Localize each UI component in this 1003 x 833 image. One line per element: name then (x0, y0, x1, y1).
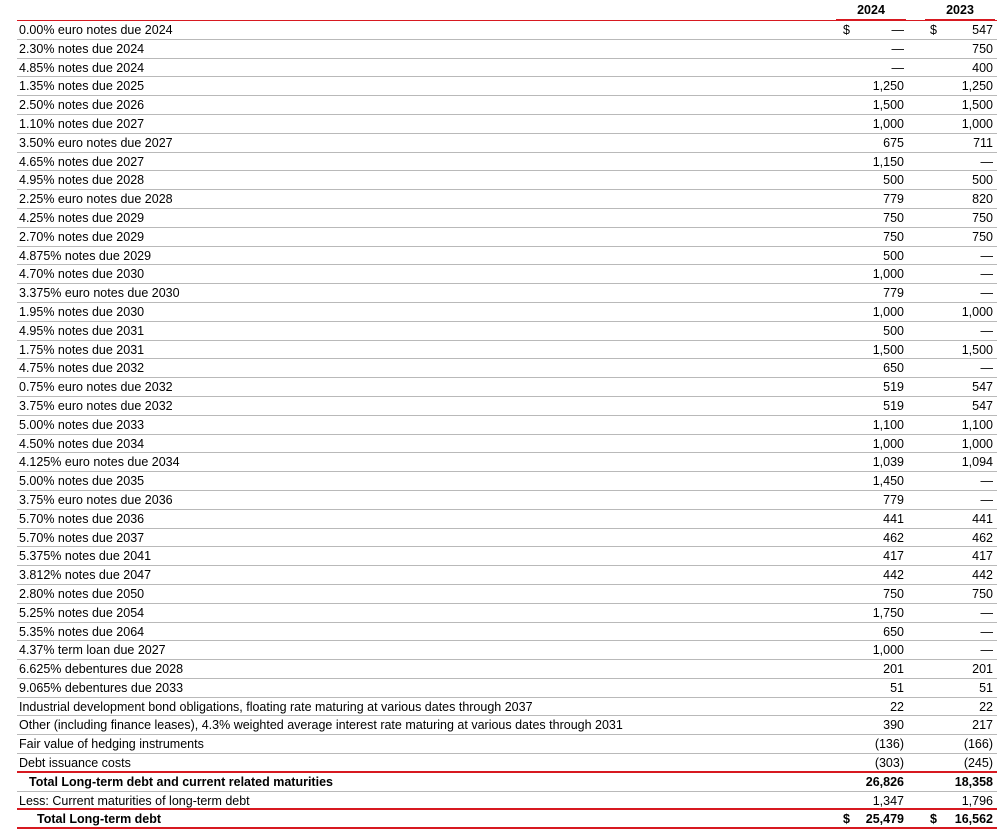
value-2024: 675 (883, 135, 904, 150)
row-label: Industrial development bond obligations, floating rate maturing at various dates through 2037 (19, 699, 533, 714)
currency-symbol-2023: $ (930, 23, 937, 37)
value-2023: 1,796 (961, 793, 993, 808)
value-2024: 1,750 (872, 605, 904, 620)
table-row (17, 773, 997, 792)
value-2023: 750 (972, 210, 993, 225)
value-2024: 519 (883, 398, 904, 413)
value-2023: — (980, 267, 993, 282)
row-label: 6.625% debentures due 2028 (19, 662, 184, 677)
row-label: Less: Current maturities of long-term debt (19, 793, 250, 808)
value-2023: 711 (973, 135, 993, 150)
row-label: 5.00% notes due 2033 (19, 417, 145, 432)
value-2023: — (980, 605, 993, 620)
table-row (17, 453, 997, 472)
row-label: 3.50% euro notes due 2027 (19, 135, 173, 150)
table-row (17, 585, 997, 604)
value-2024: — (891, 41, 904, 56)
row-label: 5.25% notes due 2054 (19, 605, 145, 620)
value-2024: — (891, 60, 904, 75)
value-2024: 779 (883, 492, 904, 507)
value-2024: 201 (883, 662, 904, 677)
value-2024: 500 (883, 323, 904, 338)
table-row (17, 660, 997, 679)
table-row (17, 623, 997, 642)
row-label: 2.80% notes due 2050 (19, 586, 145, 601)
value-2023: 51 (979, 680, 993, 695)
value-2023: 442 (972, 568, 993, 583)
value-2024: 22 (890, 699, 904, 714)
row-label: 4.70% notes due 2030 (19, 267, 145, 282)
value-2024: 417 (883, 549, 904, 564)
table-row (17, 190, 997, 209)
row-label: 5.00% notes due 2035 (19, 474, 145, 489)
table-row (17, 322, 997, 341)
row-label: 4.50% notes due 2034 (19, 436, 145, 451)
value-2024: 26,826 (865, 774, 904, 789)
row-label: 4.875% notes due 2029 (19, 248, 152, 263)
table-row (17, 566, 997, 585)
row-label: Total Long-term debt (37, 812, 162, 827)
value-2024: 650 (883, 624, 904, 639)
value-2023: — (980, 286, 993, 301)
value-2023: 750 (972, 41, 993, 56)
value-2023: — (980, 474, 993, 489)
value-2023: 1,100 (961, 417, 993, 432)
row-label: 5.70% notes due 2036 (19, 511, 145, 526)
table-row (17, 716, 997, 735)
value-2024: 462 (883, 530, 904, 545)
value-2023: — (980, 643, 993, 658)
value-2024: 500 (883, 248, 904, 263)
value-2023: — (980, 492, 993, 507)
table-row (17, 59, 997, 78)
table-header (17, 0, 997, 21)
row-label: 3.75% euro notes due 2032 (19, 398, 173, 413)
row-label: 0.00% euro notes due 2024 (19, 23, 173, 37)
value-2023: — (980, 624, 993, 639)
table-row (17, 510, 997, 529)
table-row (17, 397, 997, 416)
value-2024: 750 (883, 210, 904, 225)
row-label: 2.70% notes due 2029 (19, 229, 145, 244)
row-label: 4.75% notes due 2032 (19, 361, 145, 376)
currency-symbol-2023: $ (930, 812, 937, 827)
table-row (17, 77, 997, 96)
value-2023: — (980, 323, 993, 338)
row-label: 1.75% notes due 2031 (19, 342, 145, 357)
table-row (17, 472, 997, 491)
value-2023: 18,358 (954, 774, 993, 789)
value-2024: 390 (883, 718, 904, 733)
row-label: Fair value of hedging instruments (19, 737, 204, 752)
table-row (17, 303, 997, 322)
value-2023: (166) (963, 737, 993, 752)
value-2023: 1,500 (961, 342, 993, 357)
row-label: 9.065% debentures due 2033 (19, 680, 184, 695)
value-2024: 441 (883, 511, 904, 526)
value-2024: 779 (883, 192, 904, 207)
value-2023: 1,250 (961, 79, 993, 94)
value-2024: 1,000 (872, 436, 904, 451)
row-label: 5.35% notes due 2064 (19, 624, 145, 639)
value-2024: 1,150 (872, 154, 904, 169)
long-term-debt-table (17, 0, 997, 829)
table-row (17, 209, 997, 228)
value-2024: 1,000 (872, 304, 904, 319)
row-label: 1.10% notes due 2027 (19, 116, 145, 131)
row-label: 1.35% notes due 2025 (19, 79, 145, 94)
row-label: 0.75% euro notes due 2032 (19, 380, 173, 395)
value-2024: 1,039 (872, 455, 904, 470)
currency-symbol-2024: $ (843, 23, 850, 37)
table-row (17, 491, 997, 510)
value-2023: 400 (972, 60, 993, 75)
table-row (17, 792, 997, 811)
row-label: 5.375% notes due 2041 (19, 549, 152, 564)
column-header-2023: 2023 (925, 3, 995, 21)
value-2023: 441 (972, 511, 993, 526)
value-2024: 1,250 (872, 79, 904, 94)
table-row (17, 247, 997, 266)
value-2023: — (980, 154, 993, 169)
value-2023: 417 (972, 549, 993, 564)
value-2023: 462 (972, 530, 993, 545)
value-2024: 1,000 (872, 267, 904, 282)
value-2024: 1,100 (872, 417, 904, 432)
value-2024: — (891, 23, 904, 37)
currency-symbol-2024: $ (843, 812, 850, 827)
value-2024: 51 (890, 680, 904, 695)
row-label: 4.95% notes due 2031 (19, 323, 145, 338)
row-label: 4.85% notes due 2024 (19, 60, 145, 75)
row-label: Other (including finance leases), 4.3% weighted average interest rate maturing at various dates through 2031 (19, 718, 623, 733)
table-row (17, 40, 997, 59)
value-2023: 1,094 (961, 455, 993, 470)
table-row (17, 265, 997, 284)
table-row (17, 698, 997, 717)
value-2023: — (980, 361, 993, 376)
row-label: 4.25% notes due 2029 (19, 210, 145, 225)
table-body (17, 21, 997, 829)
table-row (17, 754, 997, 773)
row-label: 4.125% euro notes due 2034 (19, 455, 180, 470)
column-header-2024: 2024 (836, 3, 906, 21)
row-label: 4.37% term loan due 2027 (19, 643, 166, 658)
table-row (17, 134, 997, 153)
value-2023: 1,000 (961, 116, 993, 131)
table-row (17, 284, 997, 303)
row-label: 4.95% notes due 2028 (19, 173, 145, 188)
value-2024: (303) (874, 756, 904, 771)
value-2023: 1,000 (961, 304, 993, 319)
value-2024: 1,000 (872, 643, 904, 658)
value-2023: 201 (972, 662, 993, 677)
table-row (17, 735, 997, 754)
value-2024: 750 (883, 229, 904, 244)
table-row (17, 153, 997, 172)
row-label: 4.65% notes due 2027 (19, 154, 145, 169)
table-row (17, 96, 997, 115)
table-row (17, 171, 997, 190)
row-label: 2.50% notes due 2026 (19, 98, 145, 113)
table-row (17, 228, 997, 247)
value-2023: 547 (972, 23, 993, 37)
row-label: 3.375% euro notes due 2030 (19, 286, 180, 301)
value-2024: 1,500 (872, 98, 904, 113)
value-2024: 25,479 (865, 812, 904, 827)
table-row (17, 21, 997, 40)
value-2023: 547 (972, 398, 993, 413)
value-2024: 1,450 (872, 474, 904, 489)
value-2023: — (980, 248, 993, 263)
value-2023: 1,500 (961, 98, 993, 113)
row-label: Total Long-term debt and current related maturities (29, 774, 333, 789)
value-2024: 1,500 (872, 342, 904, 357)
value-2024: 500 (883, 173, 904, 188)
table-row (17, 416, 997, 435)
row-label: 3.75% euro notes due 2036 (19, 492, 173, 507)
table-row (17, 378, 997, 397)
value-2024: 519 (883, 380, 904, 395)
value-2023: 750 (972, 229, 993, 244)
value-2023: 750 (972, 586, 993, 601)
row-label: 1.95% notes due 2030 (19, 304, 145, 319)
value-2023: (245) (963, 756, 993, 771)
value-2023: 16,562 (954, 812, 993, 827)
value-2023: 820 (972, 192, 993, 207)
value-2023: 22 (979, 699, 993, 714)
value-2024: 650 (883, 361, 904, 376)
value-2023: 217 (972, 718, 993, 733)
value-2024: 1,347 (872, 793, 904, 808)
table-row (17, 641, 997, 660)
value-2024: 779 (883, 286, 904, 301)
value-2023: 547 (972, 380, 993, 395)
value-2024: 1,000 (872, 116, 904, 131)
value-2024: 750 (883, 586, 904, 601)
table-row (17, 115, 997, 134)
value-2023: 500 (972, 173, 993, 188)
value-2023: 1,000 (961, 436, 993, 451)
row-label: 2.30% notes due 2024 (19, 41, 145, 56)
row-label: 3.812% notes due 2047 (19, 568, 152, 583)
row-label: Debt issuance costs (19, 756, 131, 771)
table-row (17, 810, 997, 829)
row-label: 5.70% notes due 2037 (19, 530, 145, 545)
table-row (17, 547, 997, 566)
table-row (17, 435, 997, 454)
row-label: 2.25% euro notes due 2028 (19, 192, 173, 207)
table-row (17, 341, 997, 360)
value-2024: 442 (883, 568, 904, 583)
table-row (17, 604, 997, 623)
table-row (17, 359, 997, 378)
table-row (17, 679, 997, 698)
value-2024: (136) (874, 737, 904, 752)
table-row (17, 529, 997, 548)
